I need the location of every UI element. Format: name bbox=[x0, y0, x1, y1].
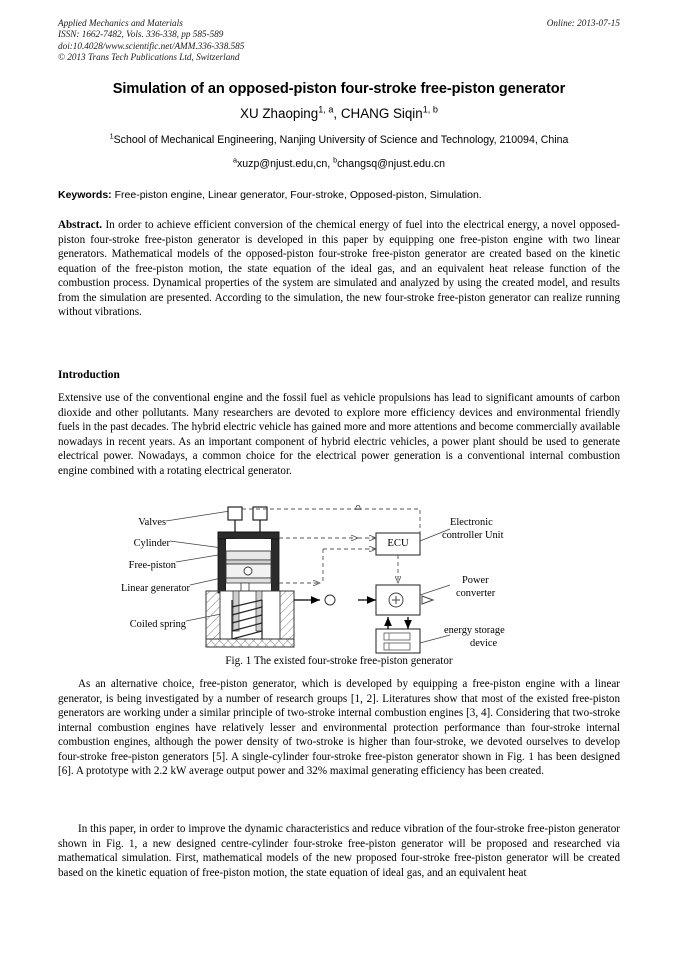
storage-link bbox=[388, 617, 408, 629]
email-a: xuzp@njust.edu,cn, bbox=[236, 158, 334, 170]
keywords-label: Keywords: bbox=[58, 189, 112, 201]
figure-label-energy-storage-line1: energy storage bbox=[444, 625, 505, 636]
figure-1-caption: Fig. 1 The existed four-stroke free-piston generator bbox=[225, 655, 453, 667]
figure-label-free-piston: Free-piston bbox=[128, 560, 176, 571]
author-1-affil-marker: 1, a bbox=[318, 104, 334, 115]
author-2-name: CHANG Siqin bbox=[340, 106, 423, 121]
doi-line: doi:10.4028/www.scientific.net/AMM.336-338.585 bbox=[58, 40, 245, 51]
figure-label-energy-storage-line2: device bbox=[470, 638, 498, 649]
linear-generator-housing bbox=[206, 591, 294, 647]
abstract-paragraph bbox=[58, 218, 620, 320]
affiliation bbox=[45, 133, 633, 147]
figure-label-electronic-controller-unit-line2: controller Unit bbox=[442, 530, 504, 541]
power-converter-box bbox=[376, 585, 433, 615]
abstract-text: In order to achieve efficient conversion of the chemical energy of fuel into the electrical energy, a novel opposed-piston four-stroke free-piston generator is developed in this paper by equipping one free-piston engine with two linear generators. Mathematical models of the opposed-piston four-stroke free-piston generator are created based on the kinetic equation of the free-piston motion, the state equation of the ideal gas, and an equivalent heat release function of the combustion process. Dynamical properties of the system are simulated and analyzed by using the created model, and results from the simulation are presented. According to the simulation, the new four-stroke free-piston generator can realize running without vibrations. bbox=[58, 219, 620, 319]
author-1-name: XU Zhaoping bbox=[240, 106, 319, 121]
journal-name: Applied Mechanics and Materials bbox=[58, 18, 183, 28]
email-b-marker: b bbox=[333, 155, 338, 165]
email-b: changsq@njust.edu.cn bbox=[337, 158, 446, 170]
valve-actuators bbox=[228, 507, 267, 520]
intro-paragraph-2: As an alternative choice, free-piston generator, which is developed by equipping a free-piston engine with a linear generator, is being investigated by a number of research groups [1, 2]. Literatures show that most of the existed free-piston generators are working under a similar principle of two-stroke internal combustion engines [3, 4]. Considering that two-stroke internal combustion engines have relatively lesser and environmental protection performance than four-stroke internal combustion engines, although the power density of two-stroke is higher than four-stroke, we devoted ourselves to develop four-stroke free-piston generators [5]. A single-cylinder four-stroke free-piston generator shown in Fig. 1 has been designed [6]. A prototype with 2.2 kW average output power and 32% maximal generating efficiency has been created. bbox=[58, 678, 620, 778]
copyright-line: © 2013 Trans Tech Publications Ltd, Switzerland bbox=[58, 52, 240, 63]
intro-paragraph-1: Extensive use of the conventional engine and the fossil fuel as vehicle propulsions has lead to significant amounts of carbon dioxide and other pollutants. Many researchers are devoted to explore more efficiency devices and environmental friendly fuels in the past decades. The hybrid electric vehicle has gained more and more attentions and become commercially available nowadays in recent years. As an important component of hybrid electric vehicles, a power plant should be used to generate electrical power. Nowadays, a common choice for the electrical power generation is a conventional internal combustion engine combined with a rotating electrical generator. bbox=[58, 392, 620, 477]
figure-1 bbox=[58, 505, 620, 675]
issn-line: ISSN: 1662-7482, Vols. 336-338, pp 585-589 bbox=[58, 29, 224, 40]
keywords-text: Free-piston engine, Linear generator, Four-stroke, Opposed-piston, Simulation. bbox=[111, 189, 482, 201]
figure-label-power-converter-line1: Power bbox=[462, 575, 489, 586]
figure-label-coiled-spring: Coiled spring bbox=[129, 619, 186, 630]
author-list bbox=[45, 105, 633, 122]
author-separator: , bbox=[333, 106, 341, 121]
figure-label-cylinder: Cylinder bbox=[133, 538, 170, 549]
author-2-affil-marker: 1, b bbox=[422, 104, 438, 115]
email-a-marker: a bbox=[232, 155, 237, 165]
figure-label-electronic-controller-unit-line1: Electronic bbox=[450, 517, 493, 528]
valve-stems bbox=[235, 520, 260, 532]
keywords-line bbox=[58, 188, 620, 203]
section-heading-introduction: Introduction bbox=[58, 369, 120, 381]
figure-label-valves: Valves bbox=[138, 517, 166, 528]
page-title: Simulation of an opposed-piston four-stroke free-piston generator bbox=[112, 81, 566, 97]
figure-label-ecu: ECU bbox=[387, 538, 409, 549]
affiliation-text: School of Mechanical Engineering, Nanjing University of Science and Technology, 210094, China bbox=[113, 134, 569, 146]
journal-header bbox=[58, 18, 620, 64]
online-date: Online: 2013-07-15 bbox=[546, 18, 620, 28]
journal-header-row-1 bbox=[58, 18, 620, 29]
intro-paragraph-3: In this paper, in order to improve the dynamic characteristics and reduce vibration of the four-stroke free-piston generator shown in Fig. 1, a new designed centre-cylinder four-stroke free-piston generator will be proposed and researched via mathematical simulation. First, mathematical models of the new proposed four-stroke free-piston generator will be created based on the kinetic equation of free-piston motion, the state equation of ideal gas, and an equivalent heat bbox=[58, 823, 620, 879]
title-block bbox=[45, 80, 633, 171]
energy-storage-box bbox=[376, 629, 420, 653]
abstract-label: Abstract. bbox=[58, 219, 103, 231]
power-link bbox=[294, 595, 376, 605]
affiliation-marker: 1 bbox=[109, 131, 114, 141]
figure-label-linear-generator: Linear generator bbox=[121, 583, 190, 594]
author-emails bbox=[45, 157, 633, 171]
figure-label-power-converter-line2: converter bbox=[456, 588, 496, 599]
